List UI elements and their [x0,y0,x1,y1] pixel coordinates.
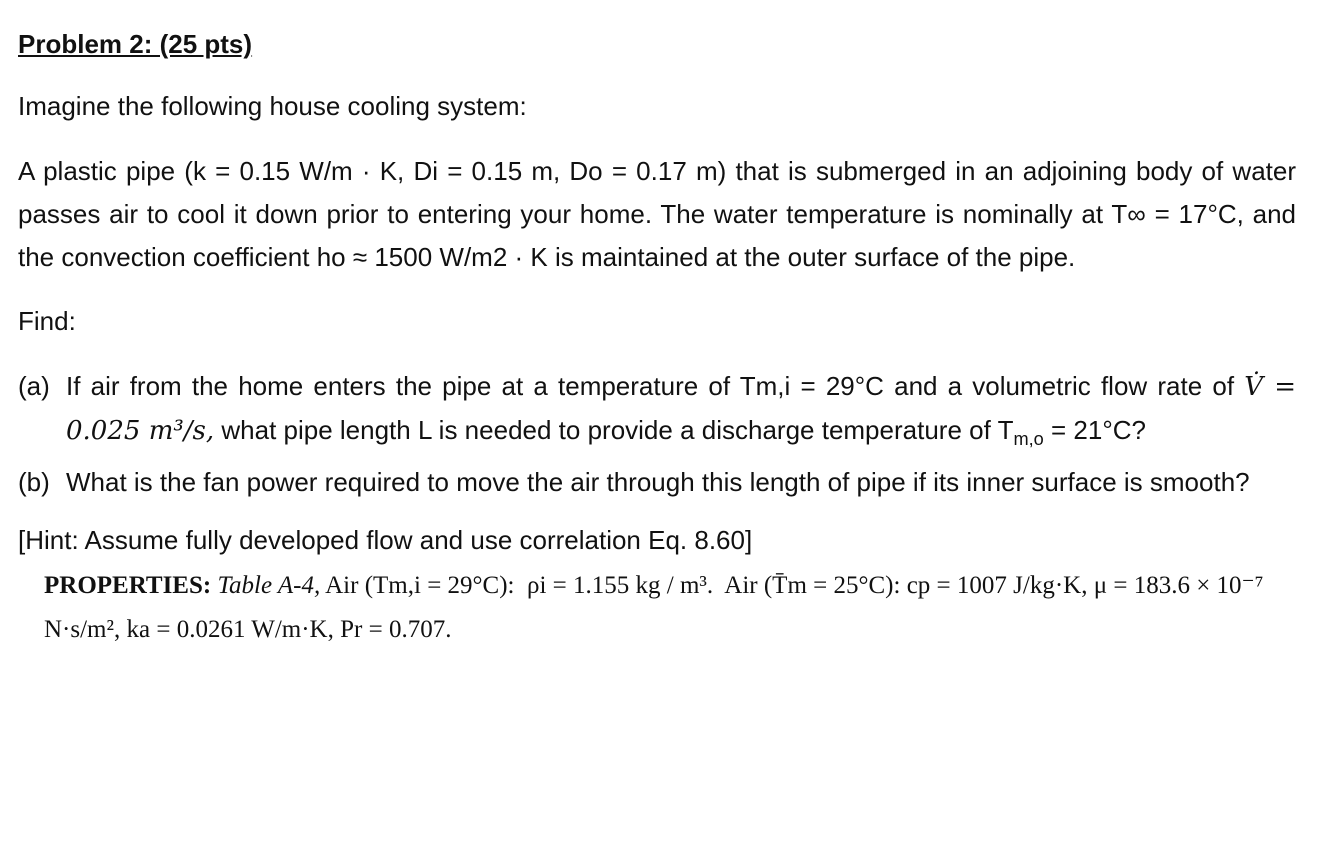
find-item-a [18,365,1296,461]
flow-rate-equation: V̇ = 0.025 m³/s, [66,372,1296,446]
item-text-before: If air from the home enters the pipe at a temperature of Tm,i = 29°C and a volumetric flow rate of [66,371,1245,401]
find-item-b [18,461,1296,504]
problem-document [18,24,1296,652]
properties-viscosity: μ = 183.6 × 10⁻⁷ N·s/m², [44,572,1264,644]
hint-text: [Hint: Assume fully developed flow and use correlation Eq. 8.60] [18,525,753,556]
properties-prandtl: Pr = 0.707. [340,616,452,644]
item-text-after: what pipe length L is needed to provide a discharge temperature of [214,415,998,445]
tmo-symbol: T [997,415,1014,445]
problem-intro: Imagine the following house cooling system: [18,91,527,121]
tmo-rest: = 21°C? [1043,415,1146,445]
item-text: What is the fan power required to move the air through this length of pipe if its inner surface is smooth? [66,467,1250,498]
problem-description: A plastic pipe (k = 0.15 W/m · K, Di = 0.15 m, Do = 0.17 m) that is submerged in an adjoining body of water passes air to cool it down prior to entering your home. The water temperature is nominally at T∞ = 17°C, and the convection coefficient ho ≈ 1500 W/m2 · K is maintained at the outer surface of the pipe. [18,156,1296,272]
properties-density: ρi = 1.155 kg / m³. [526,572,714,600]
properties-air-inlet: Air (Tm,i = 29°C): [325,572,515,600]
properties-block [44,564,1296,652]
properties-label: PROPERTIES: [44,572,212,600]
problem-title: Problem 2: (25 pts) [18,29,253,59]
item-marker: (b) [18,467,50,498]
item-marker: (a) [18,371,50,401]
properties-table: Table A-4, [217,572,321,600]
find-items [18,365,1296,504]
properties-conductivity: ka = 0.0261 W/m·K, [126,616,334,644]
properties-cp: cp = 1007 J/kg·K, [906,572,1088,600]
tmo-subscript: m,o [1013,429,1044,450]
properties-air-mean: Air (T̄m = 25°C): [724,572,901,600]
find-label: Find: [18,306,76,336]
